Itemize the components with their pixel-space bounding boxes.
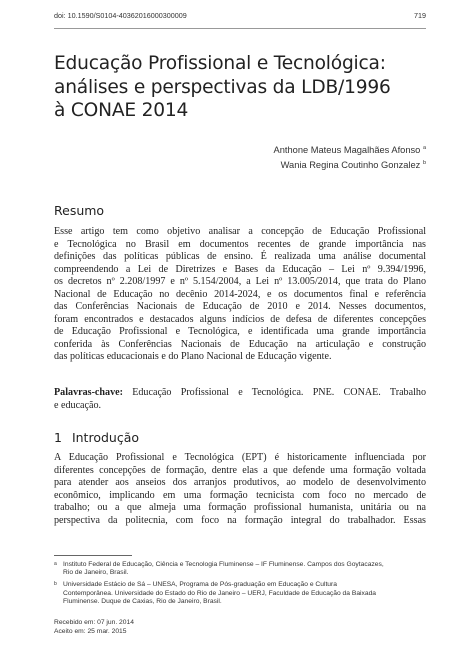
- text-line: os decretos nº 2.208/1997 e nº 5.154/2004, a Lei nº 13.005/2014, que trata do Plano: [54, 276, 426, 288]
- keywords-line: [54, 387, 426, 400]
- affiliation-mark: a: [422, 145, 426, 151]
- footnote: [54, 581, 426, 606]
- keywords: [54, 387, 426, 412]
- received-date: Recebido em: 07 jun. 2014: [54, 619, 134, 626]
- submission-dates: [54, 619, 134, 636]
- footnotes: [54, 561, 426, 610]
- text-line: diferentes concepções de formação, dentre elas a que defende uma formação voltada: [54, 464, 426, 476]
- footnote: [54, 561, 426, 577]
- author: Wania Regina Coutinho Gonzalez $^b$: [280, 159, 426, 170]
- footnote-line: Instituto Federal de Educação, Ciência e Tecnologia Fluminense – IF Fluminense. Campos dos Goytacazes,: [63, 561, 384, 568]
- title-line: à CONAE 2014: [54, 100, 189, 121]
- footnote-line: Fluminense. Duque de Caxias, Rio de Janeiro, Brasil.: [63, 597, 222, 605]
- text-line: e Tecnológica no Brasil em documentos recentes de grande importância nas: [54, 238, 426, 250]
- footnote-mark: b: [54, 581, 57, 588]
- section-title: Introdução: [71, 430, 140, 445]
- accepted-date: Aceito em: 25 mar. 2015: [54, 627, 127, 635]
- title-line: análises e perspectivas da LDB/1996: [54, 76, 391, 98]
- text-line: perspectiva da politecnia, com foco na formação integral do trabalhador. Essas: [54, 514, 426, 526]
- intro-heading: [54, 430, 139, 445]
- section-number: 1: [54, 430, 62, 445]
- text-line: para atender aos anseios dos arranjos produtivos, ao modelo de desenvolvimento: [54, 477, 426, 489]
- doi-text[interactable]: doi: 10.1590/S0104-40362016000300009: [54, 11, 187, 20]
- title-line: Educação Profissional e Tecnológica:: [54, 53, 386, 74]
- footnote-line: Universidade Estácio de Sá – UNESA, Programa de Pós-graduação em Educação e Cultura: [63, 581, 337, 589]
- author-list: [274, 142, 426, 171]
- running-header: [54, 11, 426, 20]
- affiliation-mark: b: [422, 159, 426, 166]
- text-line: Nacional de Educação no decênio 2014-2024, e os documentos final e referência: [54, 288, 426, 300]
- keywords-line: e educação.: [54, 399, 102, 411]
- page-number: 719: [414, 11, 426, 20]
- text-line: definições das políticas públicas de ensino. É realizada uma análise documental: [54, 251, 426, 263]
- text-line: de Educação Profissional e Tecnológica, e identificada uma grande importância: [54, 326, 426, 338]
- header-rule: [54, 28, 426, 29]
- abstract-text: [54, 226, 426, 364]
- text-line: das Conferências Nacionais de Educação de 2010 e 2014. Nesses documentos,: [54, 301, 426, 313]
- footnote-rule: [54, 555, 132, 556]
- footnote-line: Rio de Janeiro, Brasil.: [63, 569, 129, 577]
- keywords-label: Palavras-chave:: [54, 387, 123, 398]
- text-line: conferida às Conferências Nacionais de Educação na articulação e construção: [54, 338, 426, 350]
- intro-text: [54, 452, 426, 527]
- keywords-list: Educação Profissional e Tecnológica. PNE. CONAE. Trabalho: [122, 387, 426, 398]
- footnote-mark: a: [54, 561, 57, 567]
- text-line: trabalho; ou a que almeja uma formação profissional humanista, unitária ou na: [54, 502, 426, 514]
- text-line: das políticas educacionais e do Plano Nacional de Educação vigente.: [54, 351, 332, 363]
- text-line: foram encontrados e destacados alguns indícios de defesa de diferentes concepções: [54, 313, 426, 325]
- abstract-heading: Resumo: [54, 203, 105, 218]
- article-title: [54, 52, 426, 123]
- footnote-line: Contemporânea. Universidade do Estado do Rio de Janeiro – UERJ, Faculdade de Educação da Baixada: [63, 589, 377, 597]
- text-line: compreendendo a Lei de Diretrizes e Bases da Educação – Lei nº 9.394/1996,: [54, 263, 426, 275]
- text-line: A Educação Profissional e Tecnológica (EPT) é historicamente influenciada por: [54, 452, 426, 463]
- text-line: Esse artigo tem como objetivo analisar a concepção de Educação Profissional: [54, 226, 426, 237]
- author: Anthone Mateus Magalhães Afonso $^a$: [273, 145, 426, 156]
- text-line: econômico, implicando em uma formação tecnicista com foco no mercado de: [54, 489, 426, 501]
